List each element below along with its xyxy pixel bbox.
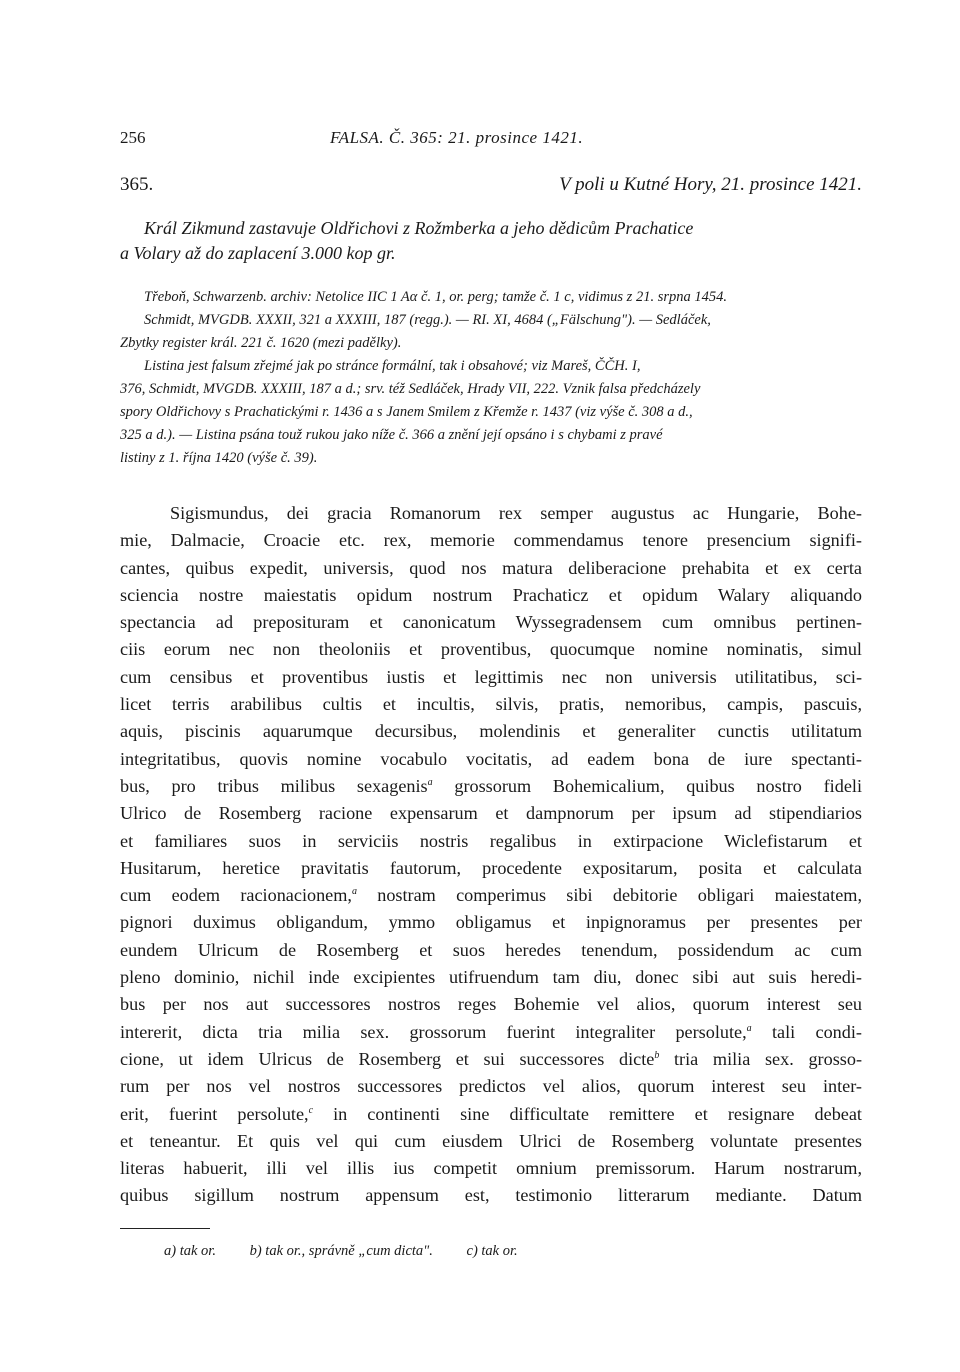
charter-text-segment: cantes, quibus expedit, universis, quod nos matura deliberacione prehabita et ex certa — [120, 557, 862, 578]
apparatus-line: 376, Schmidt, MVGDB. XXXIII, 187 a d.; srv. též Sedláček, Hrady VII, 222. Vznik falsa předcházely — [120, 381, 701, 397]
critical-apparatus — [120, 286, 862, 470]
charter-text-segment: tali condi- — [751, 1021, 862, 1042]
apparatus-line: listiny z 1. října 1420 (výše č. 39). — [120, 450, 318, 466]
charter-line — [120, 937, 862, 964]
charter-text-segment: bus per nos aut successores nostros reges Bohemie vel alios, quorum interest seu — [120, 994, 862, 1015]
charter-text-segment: literas habuerit, illi vel illis ius competit omnium premissorum. Harum nostrarum, — [120, 1158, 862, 1179]
charter-text-segment: Husitarum, heretice pravitatis fautorum, procedente expositarum, posita et calculata — [120, 857, 862, 878]
apparatus-line: spory Oldřichovy s Prachatickými r. 1436 a s Janem Smilem z Křemže r. 1437 (viz výše č. 308 a d., — [120, 404, 693, 420]
charter-text-segment: cum eodem racionacionem, — [120, 885, 352, 906]
charter-line — [120, 909, 862, 936]
charter-line — [120, 882, 862, 909]
charter-text-segment: tria milia sex. grosso- — [659, 1048, 862, 1069]
charter-text-segment: rum per nos vel nostros successores predictos vel alios, quorum interest seu inter- — [120, 1076, 862, 1097]
charter-text-segment: quibus sigillum nostrum appensum est, testimonio litterarum mediante. Datum — [120, 1185, 862, 1206]
charter-line — [120, 582, 862, 609]
apparatus-line: 325 a d.). — Listina psána touž rukou jako níže č. 366 a znění její opsáno i s chybami z pravé — [120, 427, 663, 443]
page — [120, 128, 862, 1260]
footnote-b: b) tak or., správně „cum dicta". — [249, 1242, 433, 1259]
charter-text-segment: grossorum Bohemicalium, quibus nostro fideli — [432, 775, 863, 796]
apparatus-line: Třeboň, Schwarzenb. archiv: Netolice IIC 1 Aα č. 1, or. perg; tamže č. 1 c, vidimus z 21. srpna 1454. — [144, 289, 727, 305]
footnote-marker: c — [308, 1104, 314, 1116]
charter-text-segment: eundem Ulricum de Rosemberg et suos heredes tenendum, possidendum ac cum — [120, 939, 862, 960]
charter-text-segment: Ulrico de Rosemberg racione expensarum et dampnorum per ipsum ad stipendiarios — [120, 803, 862, 824]
charter-text-segment: mie, Dalmacie, Croacie etc. rex, memorie commendamus tenore presencium signifi- — [120, 530, 862, 551]
footnote-marker: b — [654, 1049, 660, 1061]
charter-line — [120, 1019, 862, 1046]
apparatus-line: Zbytky register král. 221 č. 1620 (mezi padělky). — [120, 335, 402, 351]
charter-text-segment: intererit, dicta tria milia sex. grossorum fuerint integraliter persolute, — [120, 1021, 747, 1042]
charter-text — [120, 500, 862, 1210]
running-head — [120, 128, 862, 156]
entry-number: 365. — [120, 174, 154, 195]
charter-line — [120, 991, 862, 1018]
charter-text-segment: bus, pro tribus milibus sexagenis — [120, 775, 428, 796]
charter-text-segment: cione, ut idem Ulricus de Rosemberg et sui successores dicte — [120, 1048, 655, 1069]
charter-line — [120, 800, 862, 827]
footnote-marker: a — [351, 886, 357, 898]
charter-line — [120, 964, 862, 991]
page-number: 256 — [120, 128, 146, 147]
charter-text-segment: aquis, piscinis aquarumque decursibus, molendinis et generaliter cunctis utilitatum — [120, 721, 862, 742]
charter-text-segment: nostram comperimus sibi debitorie obligari maiestatem, — [356, 885, 862, 906]
charter-text-segment: et familiares suos in serviciis nostris regalibus in extirpacione Wiclefistarum et — [120, 830, 862, 851]
footnote-marker: a — [427, 776, 433, 788]
charter-line — [120, 1073, 862, 1100]
footnote-a: a) tak or. — [164, 1242, 216, 1259]
entry-place-date: V poli u Kutné Hory, 21. prosince 1421. — [559, 174, 862, 195]
regest-line: Král Zikmund zastavuje Oldřichovi z Rožmberka a jeho dědicům Prachatice — [144, 218, 694, 238]
charter-line — [120, 691, 862, 718]
footnote-c: c) tak or. — [466, 1242, 518, 1259]
charter-line — [120, 664, 862, 691]
charter-line — [120, 718, 862, 745]
regest — [120, 216, 862, 266]
charter-line — [120, 1046, 862, 1073]
charter-line — [120, 828, 862, 855]
charter-line — [120, 1101, 862, 1128]
charter-line — [120, 1155, 862, 1182]
charter-text-segment: integritatibus, quovis nomine vocabulo vocitatis, ad eadem bona de iure spectanti- — [120, 748, 862, 769]
charter-text-segment: Sigismundus, dei gracia Romanorum rex semper augustus ac Hungarie, Bohe- — [170, 503, 862, 523]
charter-text-segment: in continenti sine difficultate remittere et resignare debeat — [313, 1103, 862, 1124]
entry-heading — [120, 174, 862, 208]
charter-line — [120, 1182, 862, 1209]
charter-line — [120, 746, 862, 773]
footnote-rule — [120, 1228, 210, 1229]
regest-line: a Volary až do zaplacení 3.000 kop gr. — [120, 243, 396, 263]
charter-text-segment: spectancia ad preposituram et canonicatum Wyssegradensem cum omnibus pertinen- — [120, 612, 862, 633]
apparatus-line: Schmidt, MVGDB. XXXII, 321 a XXXIII, 187 (regg.). — RI. XI, 4684 („Fälschung"). — Sedláček, — [144, 312, 711, 328]
charter-line — [120, 555, 862, 582]
charter-line — [120, 773, 862, 800]
running-title: FALSA. Č. 365: 21. prosince 1421. — [330, 128, 584, 147]
charter-text-segment: erit, fuerint persolute, — [120, 1103, 309, 1124]
charter-text-segment: pignori duximus obligandum, ymmo obligamus et inpignoramus per presentes per — [120, 912, 862, 933]
footnote-marker: a — [746, 1022, 752, 1034]
charter-line — [120, 500, 862, 527]
charter-line — [120, 855, 862, 882]
charter-line — [120, 1128, 862, 1155]
charter-line — [120, 609, 862, 636]
charter-text-segment: cum censibus et proventibus iustis et legittimis nec non universis utilitatibus, sci- — [120, 666, 862, 687]
charter-line — [120, 636, 862, 663]
charter-text-segment: sciencia nostre maiestatis opidum nostrum Prachaticz et opidum Walary aliquando — [120, 584, 862, 605]
charter-text-segment: pleno dominio, nichil inde excipientes utifruendum tam diu, donec sibi aut suis heredi- — [120, 967, 862, 988]
footnotes — [120, 1243, 862, 1260]
charter-text-segment: ciis eorum nec non theoloniis et proventibus, quocumque nomine nominatis, simul — [120, 639, 862, 660]
charter-line — [120, 527, 862, 554]
charter-text-segment: licet terris arabilibus cultis et incultis, silvis, pratis, nemoribus, campis, pascuis, — [120, 694, 862, 715]
charter-text-segment: et teneantur. Et quis vel qui cum eiusdem Ulrici de Rosemberg voluntate presentes — [120, 1130, 862, 1151]
apparatus-line: Listina jest falsum zřejmé jak po stránce formální, tak i obsahové; viz Mareš, ČČH. I, — [144, 358, 641, 374]
